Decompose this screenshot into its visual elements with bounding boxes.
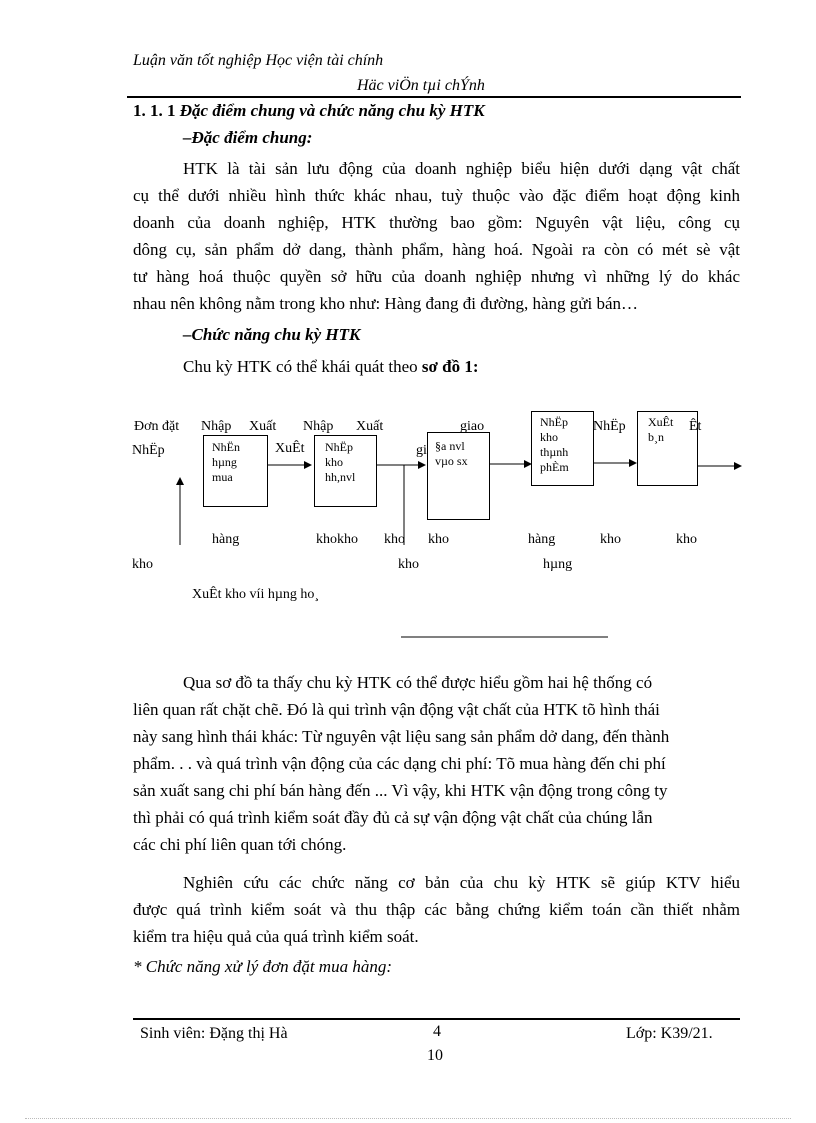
- para2-line: liên quan rất chặt chẽ. Đó là qui trình vận động vật chất của HTK tõ hình thái: [133, 700, 660, 719]
- subheading-characteristics: –Đặc điểm chung:: [183, 128, 313, 147]
- label-gi: gi: [416, 443, 427, 458]
- label-kho-left: kho: [132, 557, 153, 572]
- subheading-order-processing: * Chức năng xử lý đơn đặt mua hàng:: [133, 957, 392, 976]
- diagram-reference: sơ đồ 1:: [421, 357, 479, 376]
- label-export-1: Xuất: [249, 419, 277, 434]
- label-export-2: Xuất: [356, 419, 384, 434]
- para1-line: doanh của doanh nghiệp, HTK thường bao gồm: Nguyên vật liệu, công cụ: [133, 213, 740, 232]
- page-bottom-edge: [25, 1118, 791, 1119]
- label-goods-1: hàng: [212, 532, 240, 547]
- label-import-1: Nhập: [201, 419, 232, 434]
- box-production-label: §a nvl vµo sx: [435, 439, 468, 468]
- box-production: [427, 432, 490, 520]
- label-deliver: giao: [460, 419, 485, 434]
- para2-line: sản xuất sang chi phí bán hàng đến ... Vì vậy, khi HTK vận động trong công ty: [133, 781, 668, 800]
- label-et: Êt: [689, 419, 702, 434]
- para1-line: nhau nên không nằm trong kho như: Hàng đang đi đường, hàng gửi bán…: [133, 294, 639, 313]
- section-title: Đặc điểm chung và chức năng chu kỳ HTK: [179, 101, 485, 120]
- label-kho-4: kho: [676, 532, 697, 547]
- para1-line: dông cụ, sản phẩm dở dang, thành phẩm, hàng hoá. Ngoài ra còn có mét sè vật: [133, 240, 740, 259]
- para3-line: kiểm tra hiệu quả của quá trình kiểm soát.: [133, 927, 419, 946]
- label-kho-1: kho: [384, 532, 405, 547]
- footer-class: Lớp: K39/21.: [626, 1025, 713, 1042]
- para2-line: Qua sơ đồ ta thấy chu kỳ HTK có thể được hiểu gồm hai hệ thống có: [183, 673, 653, 692]
- para1-line: HTK là tài sản lưu động của doanh nghiệp biểu hiện dưới dạng vật chất: [183, 159, 740, 178]
- label-export-mid: XuÊt: [275, 441, 305, 456]
- subheading-functions: –Chức năng chu kỳ HTK: [183, 325, 361, 344]
- footer-page-number-2: 10: [427, 1047, 443, 1064]
- label-kho-kho: khokho: [316, 532, 358, 547]
- box-stock-in: [314, 435, 377, 507]
- box-finished-goods: [531, 411, 594, 486]
- para3-line: Nghiên cứu các chức năng cơ bản của chu kỳ HTK sẽ giúp KTV hiểu: [183, 873, 740, 892]
- para2-line: thì phải có quá trình kiểm soát đầy đủ cả sự vận động vật chất của chúng lẫn: [133, 808, 653, 827]
- label-kho-2: kho: [428, 532, 449, 547]
- label-kho-3: kho: [600, 532, 621, 547]
- box-receive-goods-label: NhËn hµng mua: [212, 440, 240, 484]
- box-sales-label: XuÊt b¸n: [648, 415, 674, 444]
- label-export-goods: XuÊt kho víi hµng ho¸: [192, 587, 320, 602]
- footer-student: Sinh viên: Đặng thị Hà: [140, 1025, 288, 1042]
- diagram-intro-text: Chu kỳ HTK có thể khái quát theo: [183, 357, 422, 376]
- label-import-3: NhËp: [593, 419, 626, 434]
- para2-line: các chi phí liên quan tới chóng.: [133, 835, 347, 854]
- section-number: 1. 1. 1: [133, 101, 176, 120]
- para2-line: này sang hình thái khác: Từ nguyên vật liệu sang sản phẩm dở dang, đến thành: [133, 727, 670, 746]
- para3-line: được quá trình kiểm soát và thu thập các bằng chứng kiểm toán cần thiết nhằm: [133, 900, 740, 919]
- label-order-2: NhËp: [132, 443, 165, 458]
- label-goods-3: hµng: [543, 557, 573, 572]
- label-goods-2: hàng: [528, 532, 556, 547]
- footer-rule: [133, 1018, 740, 1020]
- para2-line: phẩm. . . và quá trình vận động của các dạng chi phí: Tõ mua hàng đến chi phí: [133, 754, 666, 773]
- label-kho-5: kho: [398, 557, 419, 572]
- label-import-2: Nhập: [303, 419, 334, 434]
- box-stock-in-label: NhËp kho hh,nvl: [325, 440, 356, 484]
- para1-line: tư hàng hoá thuộc quyền sở hữu của doanh nghiệp nhưng vì những lý do khác: [133, 267, 740, 286]
- box-receive-goods: [203, 435, 268, 507]
- para1-line: cụ thể dưới nhiều hình thức khác nhau, tuỳ thuộc vào đặc điểm hoạt động kinh: [133, 186, 740, 205]
- box-finished-goods-label: NhËp kho thµnh phÈm: [540, 415, 569, 474]
- label-order: Đơn đặt: [134, 419, 180, 434]
- running-header: Luận văn tốt nghiệp Học viện tài chính: [133, 52, 384, 69]
- running-header-garbled: Häc viÖn tµi chÝnh: [357, 77, 485, 94]
- footer-page-number: 4: [433, 1023, 441, 1040]
